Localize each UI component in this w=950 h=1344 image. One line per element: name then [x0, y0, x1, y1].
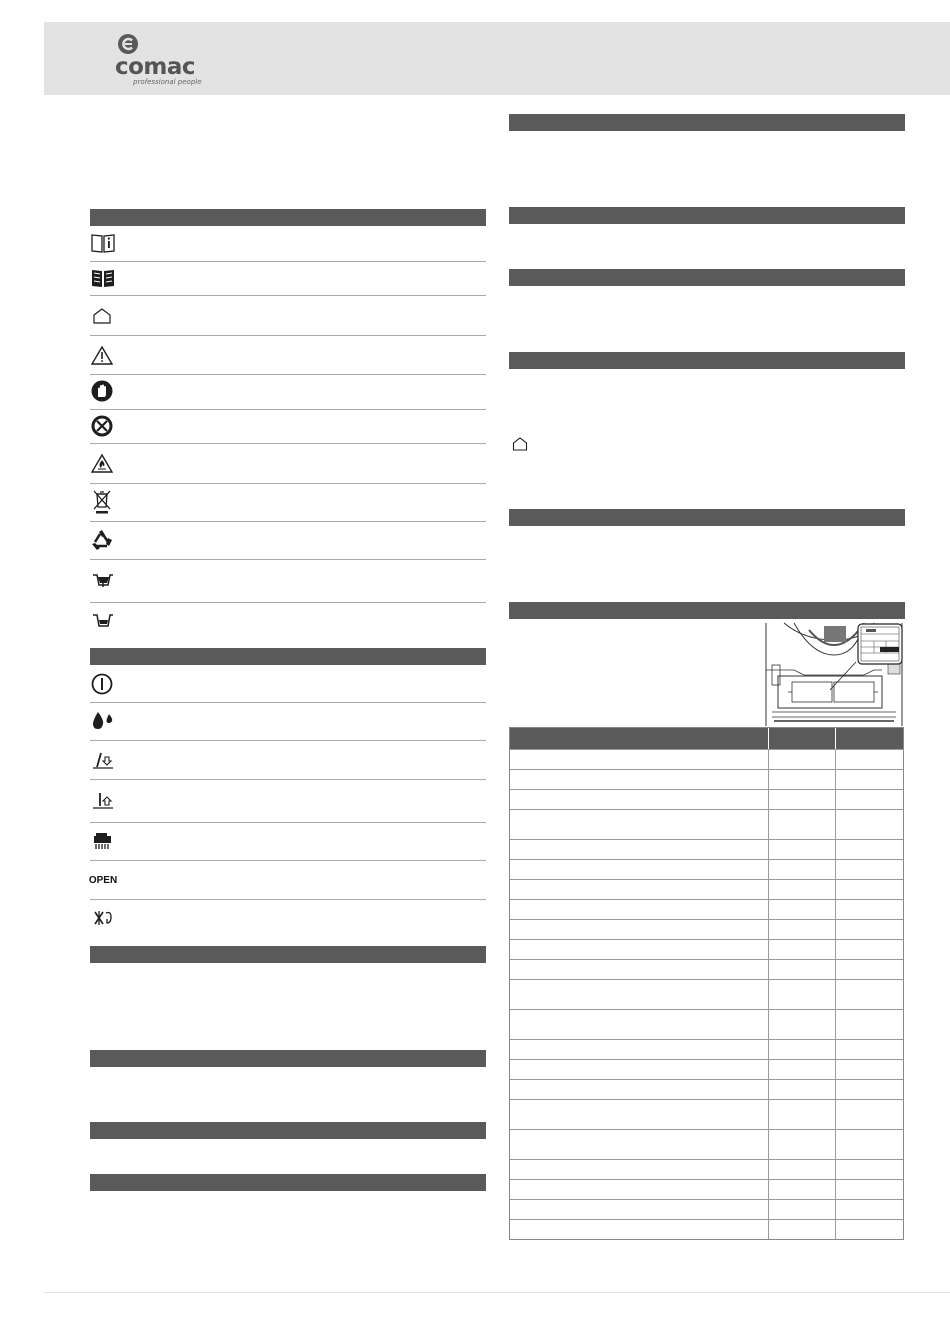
- section-bar-right-1: [509, 114, 905, 131]
- recycle-icon: [90, 528, 114, 552]
- symbol-row: [90, 296, 486, 336]
- section-bar-left-3: [90, 946, 486, 963]
- symbol-row: [90, 522, 486, 560]
- power-icon: [90, 672, 114, 696]
- spec-cell-divider: [768, 1160, 769, 1179]
- spec-table-row: [510, 1079, 903, 1099]
- manual-info-icon: [90, 231, 116, 255]
- symbol-row: [90, 741, 486, 780]
- spec-cell-divider: [835, 1220, 836, 1239]
- spec-cell-divider: [835, 790, 836, 809]
- spec-table-row: [510, 1009, 903, 1039]
- section-bar-right-6: [509, 602, 905, 619]
- symbol-row: [90, 484, 486, 522]
- spec-table-row: [510, 809, 903, 839]
- gloves-icon: [90, 379, 114, 403]
- spec-cell-divider: [768, 1040, 769, 1059]
- spec-table-row: [510, 899, 903, 919]
- symbol-row: [90, 375, 486, 410]
- clean-water-tank-icon: [90, 609, 116, 631]
- spec-cell-divider: [835, 1080, 836, 1099]
- spec-cell-divider: [768, 1100, 769, 1129]
- indoor-use-icon: [510, 435, 530, 453]
- spec-header-divider: [768, 728, 769, 749]
- spec-cell-divider: [768, 770, 769, 789]
- spec-cell-divider: [768, 1060, 769, 1079]
- spec-cell-divider: [768, 840, 769, 859]
- footer-rule: [44, 1292, 950, 1293]
- spec-cell-divider: [835, 810, 836, 839]
- spec-cell-divider: [835, 860, 836, 879]
- spec-cell-divider: [835, 1010, 836, 1039]
- spec-table-row: [510, 959, 903, 979]
- spec-cell-divider: [768, 860, 769, 879]
- spec-cell-divider: [835, 770, 836, 789]
- symbol-row: [90, 227, 486, 262]
- section-bar-symbols: [90, 209, 486, 226]
- symbol-row: [90, 603, 486, 641]
- spec-table-body: [510, 749, 903, 1239]
- spec-table-row: [510, 939, 903, 959]
- spec-cell-divider: [768, 980, 769, 1009]
- section-bar-right-4: [509, 352, 905, 369]
- brush-deck-icon: [90, 829, 116, 853]
- spec-cell-divider: [835, 1160, 836, 1179]
- spec-cell-divider: [768, 1130, 769, 1159]
- symbol-row: [90, 560, 486, 603]
- spec-table-row: [510, 769, 903, 789]
- spec-table-row: [510, 879, 903, 899]
- spec-cell-divider: [768, 940, 769, 959]
- section-bar-left-5: [90, 1122, 486, 1139]
- spec-cell-divider: [835, 940, 836, 959]
- spec-cell-divider: [768, 920, 769, 939]
- symbol-row: [90, 823, 486, 861]
- section-bar-right-5: [509, 509, 905, 526]
- section-bar-left-4: [90, 1050, 486, 1067]
- spec-cell-divider: [835, 980, 836, 1009]
- spec-table-row: [510, 1129, 903, 1159]
- brand-tagline: professional people: [133, 78, 202, 86]
- spec-cell-divider: [835, 840, 836, 859]
- spec-table-row: [510, 1199, 903, 1219]
- detergent-drops-icon: [90, 708, 116, 732]
- spec-cell-divider: [835, 960, 836, 979]
- no-rotary-brush-icon: [90, 906, 116, 930]
- spec-cell-divider: [835, 750, 836, 769]
- brush-raise-icon: [90, 787, 116, 813]
- spec-cell-divider: [768, 900, 769, 919]
- spec-cell-divider: [768, 1200, 769, 1219]
- brush-lower-icon: [90, 747, 116, 773]
- spec-cell-divider: [835, 900, 836, 919]
- open-label: OPEN: [88, 874, 118, 886]
- spec-table-row: [510, 1039, 903, 1059]
- spec-table-row: [510, 859, 903, 879]
- spec-cell-divider: [835, 1200, 836, 1219]
- spec-cell-divider: [768, 1180, 769, 1199]
- spec-table-row: [510, 1059, 903, 1079]
- symbol-row: [90, 900, 486, 938]
- spec-cell-divider: [768, 960, 769, 979]
- spec-cell-divider: [768, 750, 769, 769]
- no-tools-icon: [90, 414, 114, 438]
- spec-cell-divider: [835, 920, 836, 939]
- spec-cell-divider: [768, 810, 769, 839]
- symbol-row: [90, 444, 486, 484]
- spec-cell-divider: [835, 1180, 836, 1199]
- spec-table-row: [510, 1159, 903, 1179]
- warning-icon: [90, 343, 114, 367]
- spec-table-row: [510, 1179, 903, 1199]
- page-header: [44, 22, 950, 95]
- spec-cell-divider: [835, 1060, 836, 1079]
- spec-table-row: [510, 1099, 903, 1129]
- symbol-row: [90, 666, 486, 703]
- symbol-row: [90, 262, 486, 296]
- brand-logo: comac: [115, 54, 196, 80]
- spec-cell-divider: [768, 1220, 769, 1239]
- dirty-water-tank-icon: [90, 569, 116, 591]
- section-bar-controls: [90, 648, 486, 665]
- spec-table: [509, 727, 904, 1240]
- section-bar-left-6: [90, 1174, 486, 1191]
- spec-table-row: [510, 979, 903, 1009]
- flammable-warning-icon: [90, 451, 114, 475]
- waste-bin-crossed-icon: [90, 488, 114, 516]
- spec-table-row: [510, 839, 903, 859]
- section-bar-right-3: [509, 269, 905, 286]
- symbol-row: [90, 336, 486, 375]
- indoor-use-icon: [90, 304, 114, 328]
- symbol-row: [90, 410, 486, 444]
- spec-table-row: [510, 749, 903, 769]
- spec-table-row: [510, 919, 903, 939]
- machine-serial-plate-illustration: [764, 620, 904, 727]
- spec-cell-divider: [768, 1080, 769, 1099]
- spec-cell-divider: [768, 790, 769, 809]
- spec-cell-divider: [835, 1130, 836, 1159]
- section-bar-right-2: [509, 207, 905, 224]
- spec-header-divider: [835, 728, 836, 749]
- spec-cell-divider: [768, 880, 769, 899]
- spec-table-header: [510, 728, 903, 749]
- spec-table-row: [510, 1219, 903, 1239]
- spec-cell-divider: [835, 1100, 836, 1129]
- manual-read-icon: [90, 266, 116, 290]
- spec-cell-divider: [768, 1010, 769, 1039]
- symbol-row: [90, 861, 486, 900]
- symbol-row: [90, 703, 486, 741]
- spec-table-row: [510, 789, 903, 809]
- spec-cell-divider: [835, 880, 836, 899]
- spec-cell-divider: [835, 1040, 836, 1059]
- symbol-row: [90, 780, 486, 823]
